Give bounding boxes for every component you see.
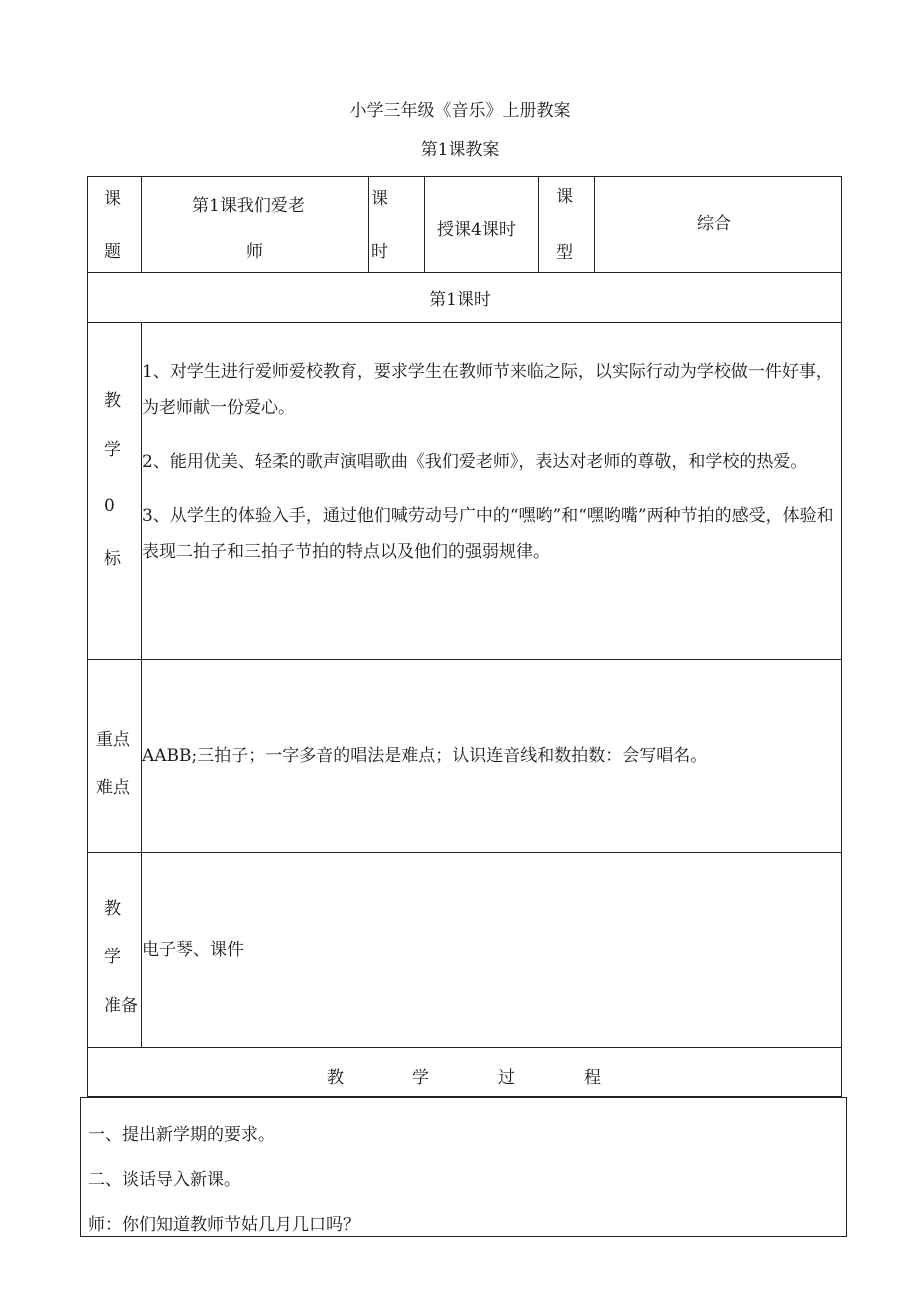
objectives-label-4: 标 [104, 549, 121, 569]
hours-value: 授课4课时 [437, 220, 516, 240]
objectives-list [142, 354, 842, 588]
process-header-2: 学 [412, 1068, 429, 1088]
col-divider [594, 176, 595, 272]
process-header-1: 教 [327, 1068, 344, 1088]
period-label: 第1课时 [429, 290, 491, 310]
topic-label-2: 题 [104, 242, 121, 262]
objectives-label-1: 教 [104, 391, 121, 411]
topic-value-2: 师 [246, 242, 263, 262]
key-points-label-2: 难点 [96, 778, 130, 798]
document-title: 小学三年级《音乐》上册教案 [349, 101, 571, 121]
preparation-label-2: 学 [104, 947, 121, 967]
row-divider [87, 1047, 842, 1048]
col-divider [368, 176, 369, 272]
row-divider [87, 852, 842, 853]
hours-label-2: 时 [371, 242, 388, 262]
objective-item: 3、从学生的体验入手，通过他们喊劳动号广中的“嘿哟”和“嘿哟嘴”两种节拍的感受，体验和表现二拍子和三拍子节拍的特点以及他们的强弱规律。 [142, 506, 834, 562]
row-divider [87, 659, 842, 660]
type-label-1: 课 [556, 187, 573, 207]
col-divider [424, 176, 425, 272]
row-divider [87, 272, 842, 273]
hours-label-1: 课 [371, 189, 388, 209]
preparation-label-1: 教 [104, 899, 121, 919]
lesson-title: 第1课教案 [420, 140, 500, 160]
topic-label-1: 课 [104, 189, 121, 209]
process-line: 一、提出新学期的要求。 [88, 1125, 275, 1145]
col-divider [141, 176, 142, 272]
process-header-3: 过 [498, 1068, 515, 1088]
type-value: 综合 [697, 214, 731, 234]
process-line: 师：你们知道教师节姑几月几口吗？ [88, 1215, 360, 1235]
preparation-text: 电子琴、课件 [142, 940, 244, 960]
col-divider [538, 176, 539, 272]
topic-value-1: 第1课我们爱老 [192, 196, 305, 216]
key-points-text: AABB;三拍子；一字多音的唱法是难点；认识连音线和数拍数：会写唱名。 [142, 746, 708, 766]
objective-item: 1、对学生进行爱师爱校教育，要求学生在教师节来临之际，以实际行动为学校做一件好事，为老师献一份爱心。 [142, 362, 833, 418]
key-points-label-1: 重点 [96, 730, 130, 750]
process-header-4: 程 [584, 1068, 601, 1088]
objectives-label-3: 0 [104, 496, 115, 516]
objectives-label-2: 学 [104, 440, 121, 460]
type-label-2: 型 [556, 243, 573, 263]
preparation-label-3: 准备 [104, 996, 138, 1016]
row-divider [87, 322, 842, 323]
process-line: 二、谈话导入新课。 [88, 1170, 241, 1190]
objective-item: 2、能用优美、轻柔的歌声演唱歌曲《我们爱老师》，表达对老师的尊敬，和学校的热爱。 [142, 452, 808, 472]
